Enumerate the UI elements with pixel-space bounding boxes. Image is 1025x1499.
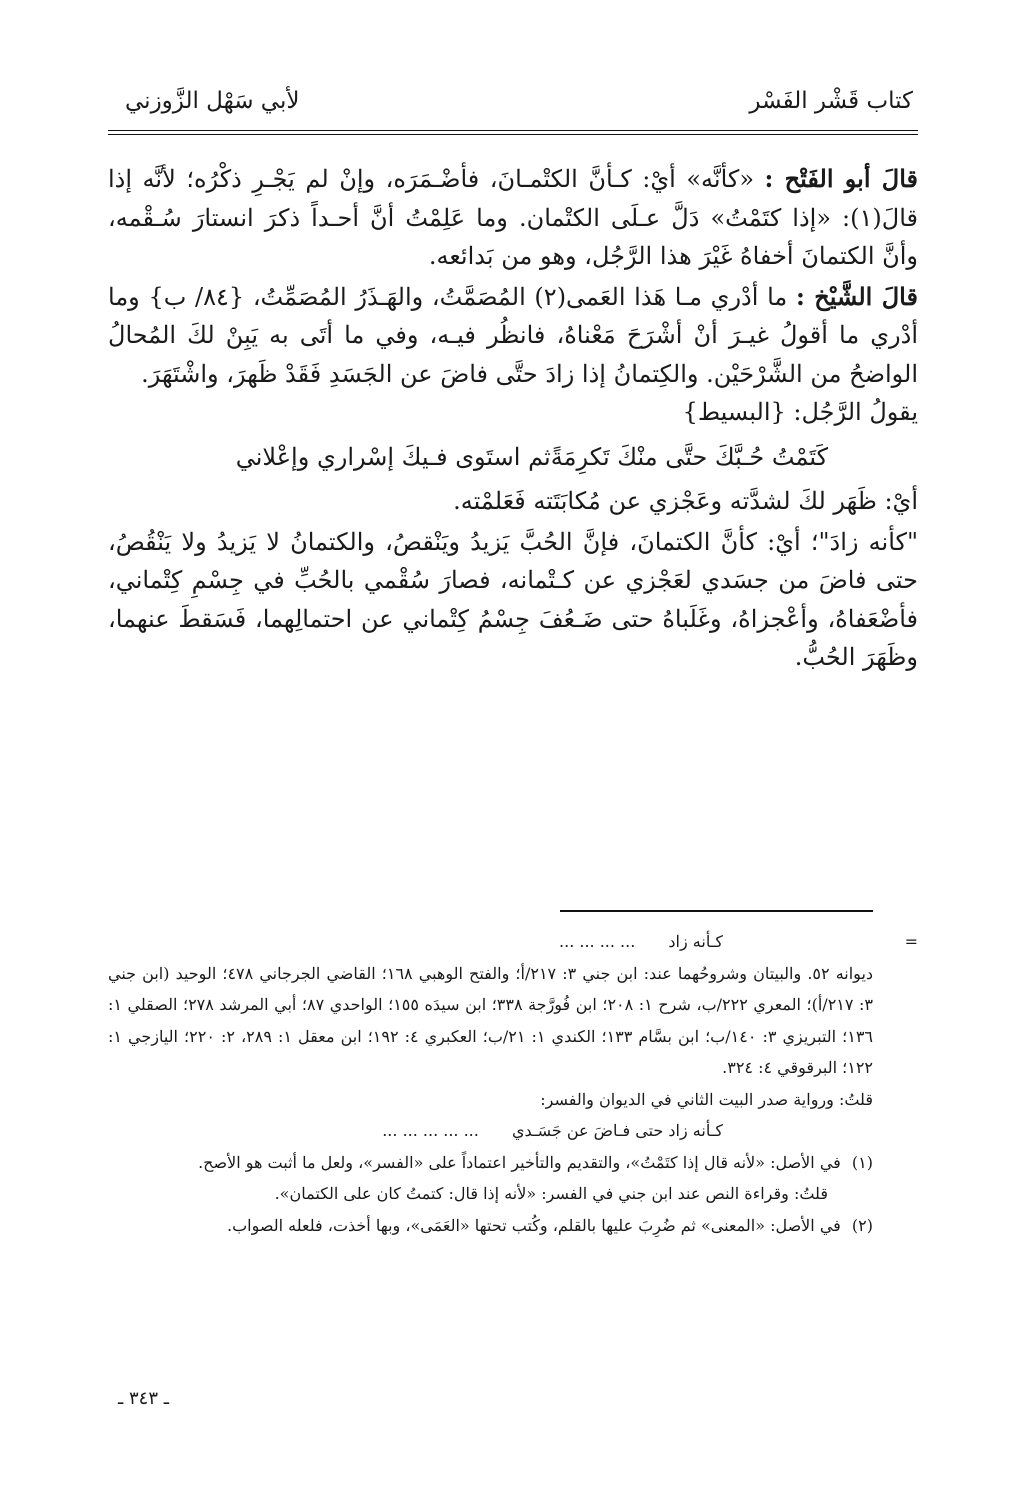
main-text [108,160,918,677]
footnote-number: (١) [851,1152,873,1172]
footnote-note: قلتُ: وقراءة النص عند ابن جني في الفسر: «لأنه إذا قال: كتمتُ كان على الكتمان». [274,1184,828,1203]
footnote-separator [560,910,873,912]
hemistich-text: كـأنه زاد حتى فـاضَ عن جَسَـدي [511,1121,723,1140]
commentary-paragraph [108,278,918,394]
commentary-paragraph [108,160,918,276]
commentary-paragraph: "كأنه زادَ"؛ أيْ: كأنَّ الكتمانَ، فإنَّ الحُبَّ يَزيدُ ويَنْقصُ، والكتمانُ لا يَزيدُ ولا يَنْقُصُ، حتى فاضَ من جسَدي لعَجْزي عن كـتْمانه، فصارَ سُقْمي بالحُبِّ في جِسْمِ كِتْماني، فأضْعَفاهُ، وأعْجزاهُ، وغَلَباهُ حتى ضَـعُفَ جِسْمُ كِتْماني عن احتمالِهما، فَسَقطَ عنهما، وظَهَرَ الحُبُّ. [108,527,918,671]
hemistich-text: كـأنه زاد [668,932,723,951]
footnote-1 [108,1147,873,1179]
meter-line: يقولُ الرَّجُل: {البسيط} [682,398,918,426]
speaker-label: قالَ أبو الفَتْح : [764,164,918,193]
footnotes [108,926,918,1241]
poem-verse [108,438,918,477]
hemistich-ellipsis: ... ... ... ... [559,932,636,951]
footnote-continuation-marker: = [904,932,918,951]
commentary-paragraph: أيْ: ظَهَر لكَ لشدَّته وعَجْزي عن مُكابَتَته فَعَلمْته. [453,487,918,515]
verse-second-hemistich: ثم استَوى فـيكَ إسْراري وإعْلاني [235,442,551,471]
paragraph-text: ما أدْري مـا هَذا العَمى(٢) المُصَمَّتُ، والهَـذَرُ المُصَمِّتُ، {٨٤/ ب} وما أدْري ما أقولُ غيـرَ أنْ أشْرَحَ مَعْناهُ، فانظُر فيـه، وفي ما أتَى به يَبِنْ لكَ المُحالُ الواضحُ من الشَّرْحَيْن. والكِتمانُ إذا زادَ حتَّى فاضَ عن الجَسَدِ فَقَدْ ظَهرَ، واشْتَهَرَ. [108,282,918,388]
hemistich-ellipsis: ... ... ... ... ... [382,1121,479,1140]
header-rule [108,130,918,131]
footnote-2 [108,1210,873,1242]
running-header-author: لأبي سَهْل الزَّوزني [125,88,300,114]
footnote-sources: ديوانه ٥٢. والبيتان وشروحُهما عند: ابن جني ٣: ٢١٧/أ؛ والفتح الوهبي ١٦٨؛ القاضي الجرجاني ٤٧٨؛ الوحيد (ابن جني ٣: ٢١٧/أ)؛ المعري ٢٢٢/ب، شرح ١: ٢٠٨؛ ابن فُورَّجة ٣٣٨؛ ابن سيدَه ١٥٥؛ الواحدي ٨٧؛ أبي المرشد ٢٧٨؛ الصقلي ١: ١٣٦؛ التبريزي ٣: ١٤٠/ب؛ ابن بسَّام ١٣٣؛ الكندي ١: ٢١/ب؛ العكبري ٤: ١٩٢؛ ابن معقل ١: ٢٨٩، ٢: ٢٢٠؛ اليازجي ١: ١٢٢؛ البرقوقي ٤: ٣٢٤. [108,963,874,1077]
page-number: ـ ٣٤٣ ـ [118,1388,170,1409]
verse-first-hemistich: كَتَمْتُ حُـبَّكَ حتَّى منْكَ تَكرِمَةً [550,442,828,471]
footnote-hemistich [108,1115,873,1147]
speaker-label: قالَ الشَّيْخ : [795,281,918,311]
header-rule [108,134,918,135]
paragraph-text: «كأنَّه» أيْ: كـأنَّ الكتْمـانَ، فأضْـمَرَه، وإنْ لم يَجْـرِ ذكْرُه؛ لأنَّه إذا قالَ(١): «إذا كتَمْتُ» دَلَّ عـلَى الكتْمان. وما عَلِمْتُ أنَّ أحـداً ذكرَ انستارَ سُـقْمه، وأنَّ الكتمانَ أخفاهُ غَيْرَ هذا الرَّجُل، وهو من بَدائعه. [108,165,918,270]
footnote-text: في الأصل: «المعنى» ثم ضُرِبَ عليها بالقلم، وكُتب تحتها «العَمَى»، وبها أخذت، فلعله الصواب. [227,1215,841,1235]
footnote-number: (٢) [851,1215,873,1235]
footnote-text: في الأصل: «لأنه قال إذا كتَمْتُ»، والتقديم والتأخير اعتماداً على «الفسر»، ولعل ما أثبت هو الأصح. [198,1152,841,1172]
footnote-note: قلتُ: ورواية صدر البيت الثاني في الديوان والفسر: [540,1089,873,1109]
running-header-book-title: كتاب قَشْر الفَسْر [749,88,913,114]
footnote-hemistich [108,926,873,958]
